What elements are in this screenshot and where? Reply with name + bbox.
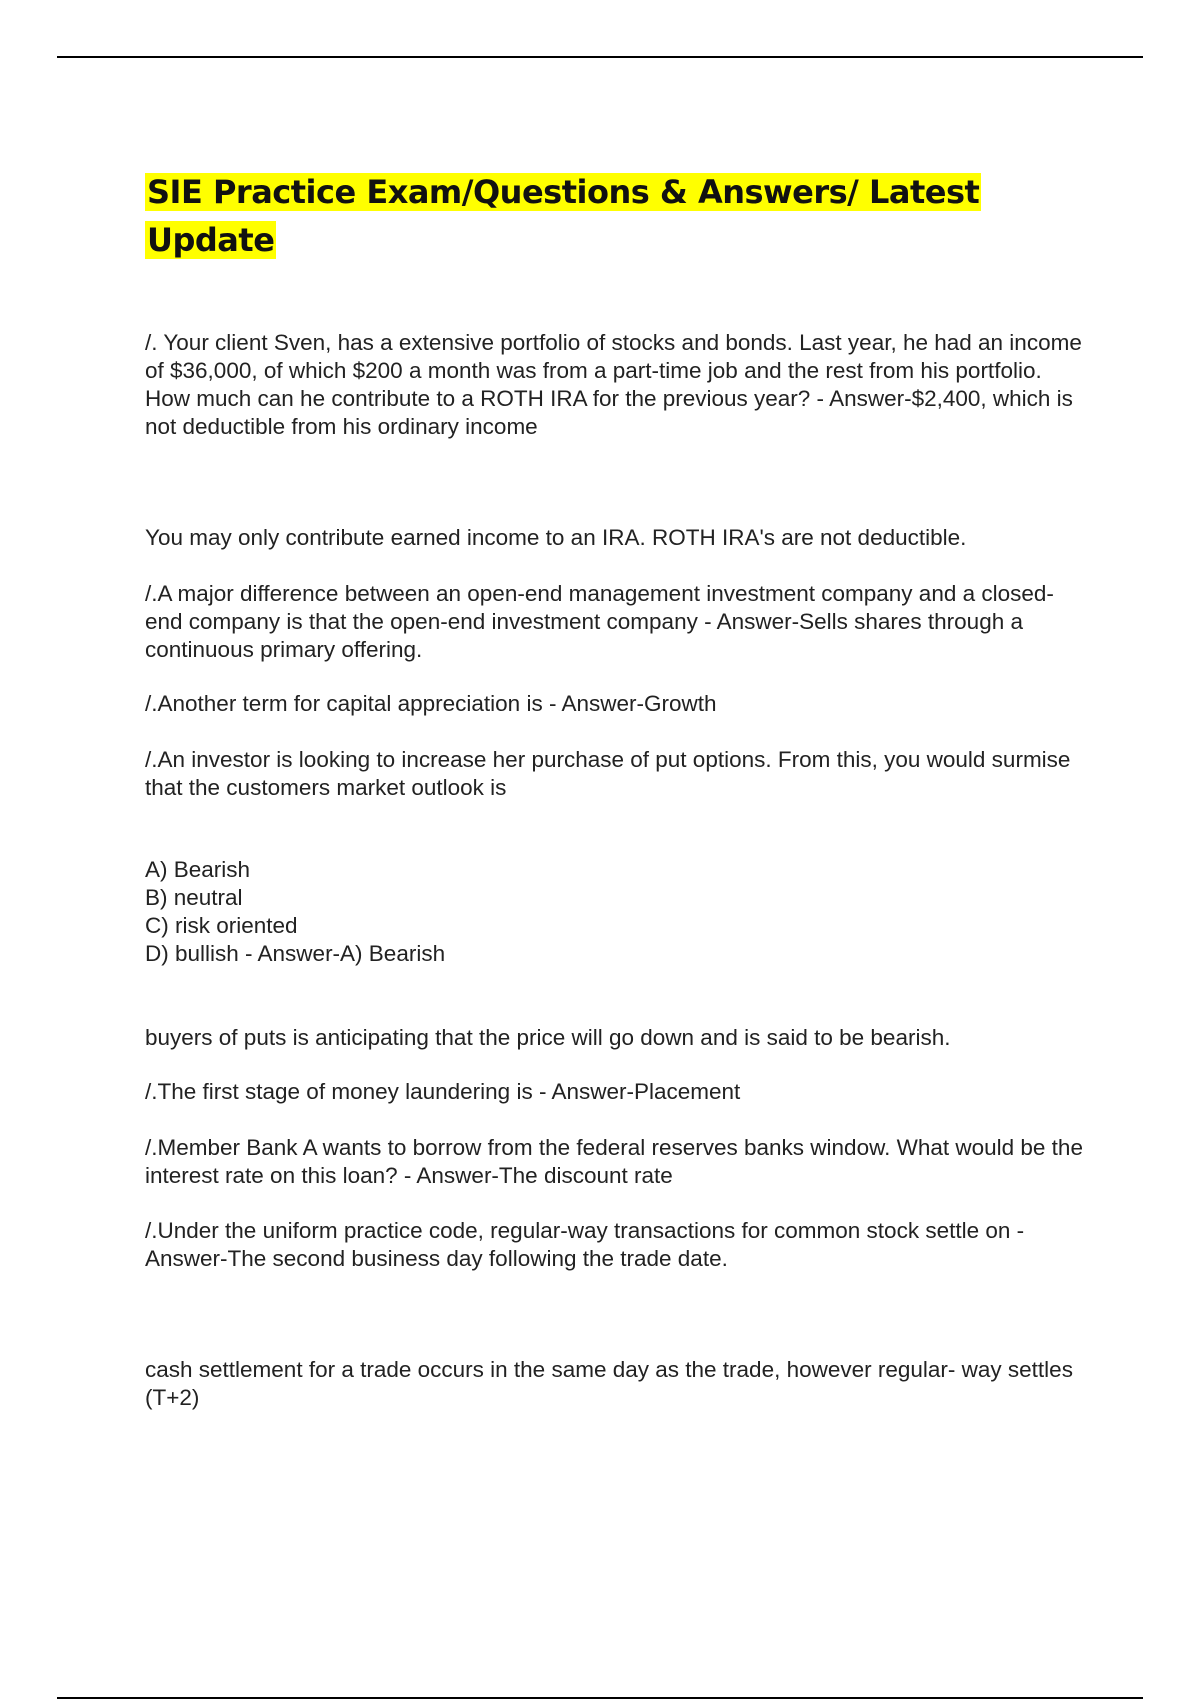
footer-rule [57,1697,1143,1699]
option-c: C) risk oriented [145,913,298,938]
explanation-put-options: buyers of puts is anticipating that the price will go down and is said to be bearish. [145,1025,951,1050]
question-open-end-company: /.A major difference between an open-end management investment company and a closed-end company is that the open-end investment company - Answer-Sells shares through a continuous primary offering. [145,581,1054,662]
option-a: A) Bearish [145,857,251,882]
document-title [145,168,1090,264]
header-rule [57,56,1143,58]
question-roth-ira: /. Your client Sven, has a extensive portfolio of stocks and bonds. Last year, he had an income of $36,000, of which $200 a month was from a part-time job and the rest from his portfolio. How much can he contribute to a ROTH IRA for the previous year? - Answer-$2,400, which is not deductible from his ordinary income [145,330,1082,439]
question-put-options: /.An investor is looking to increase her purchase of put options. From this, you would surmise that the customers market outlook is [145,747,1071,800]
answer-options-list [145,856,1090,968]
title-highlight: SIE Practice Exam/Questions & Answers/ Latest Update [147,173,980,259]
explanation-roth-ira: You may only contribute earned income to an IRA. ROTH IRA's are not deductible. [145,525,967,550]
question-settlement: /.Under the uniform practice code, regular-way transactions for common stock settle on - Answer-The second business day following the trade date. [145,1218,1025,1271]
option-b: B) neutral [145,885,243,910]
option-d: D) bullish - Answer-A) Bearish [145,941,446,966]
explanation-settlement: cash settlement for a trade occurs in the same day as the trade, however regular- way settles (T+2) [145,1357,1073,1410]
document-body [145,168,1090,1412]
question-discount-window: /.Member Bank A wants to borrow from the federal reserves banks window. What would be the interest rate on this loan? - Answer-The discount rate [145,1135,1083,1188]
question-money-laundering: /.The first stage of money laundering is - Answer-Placement [145,1079,741,1104]
question-capital-appreciation: /.Another term for capital appreciation is - Answer-Growth [145,691,717,716]
